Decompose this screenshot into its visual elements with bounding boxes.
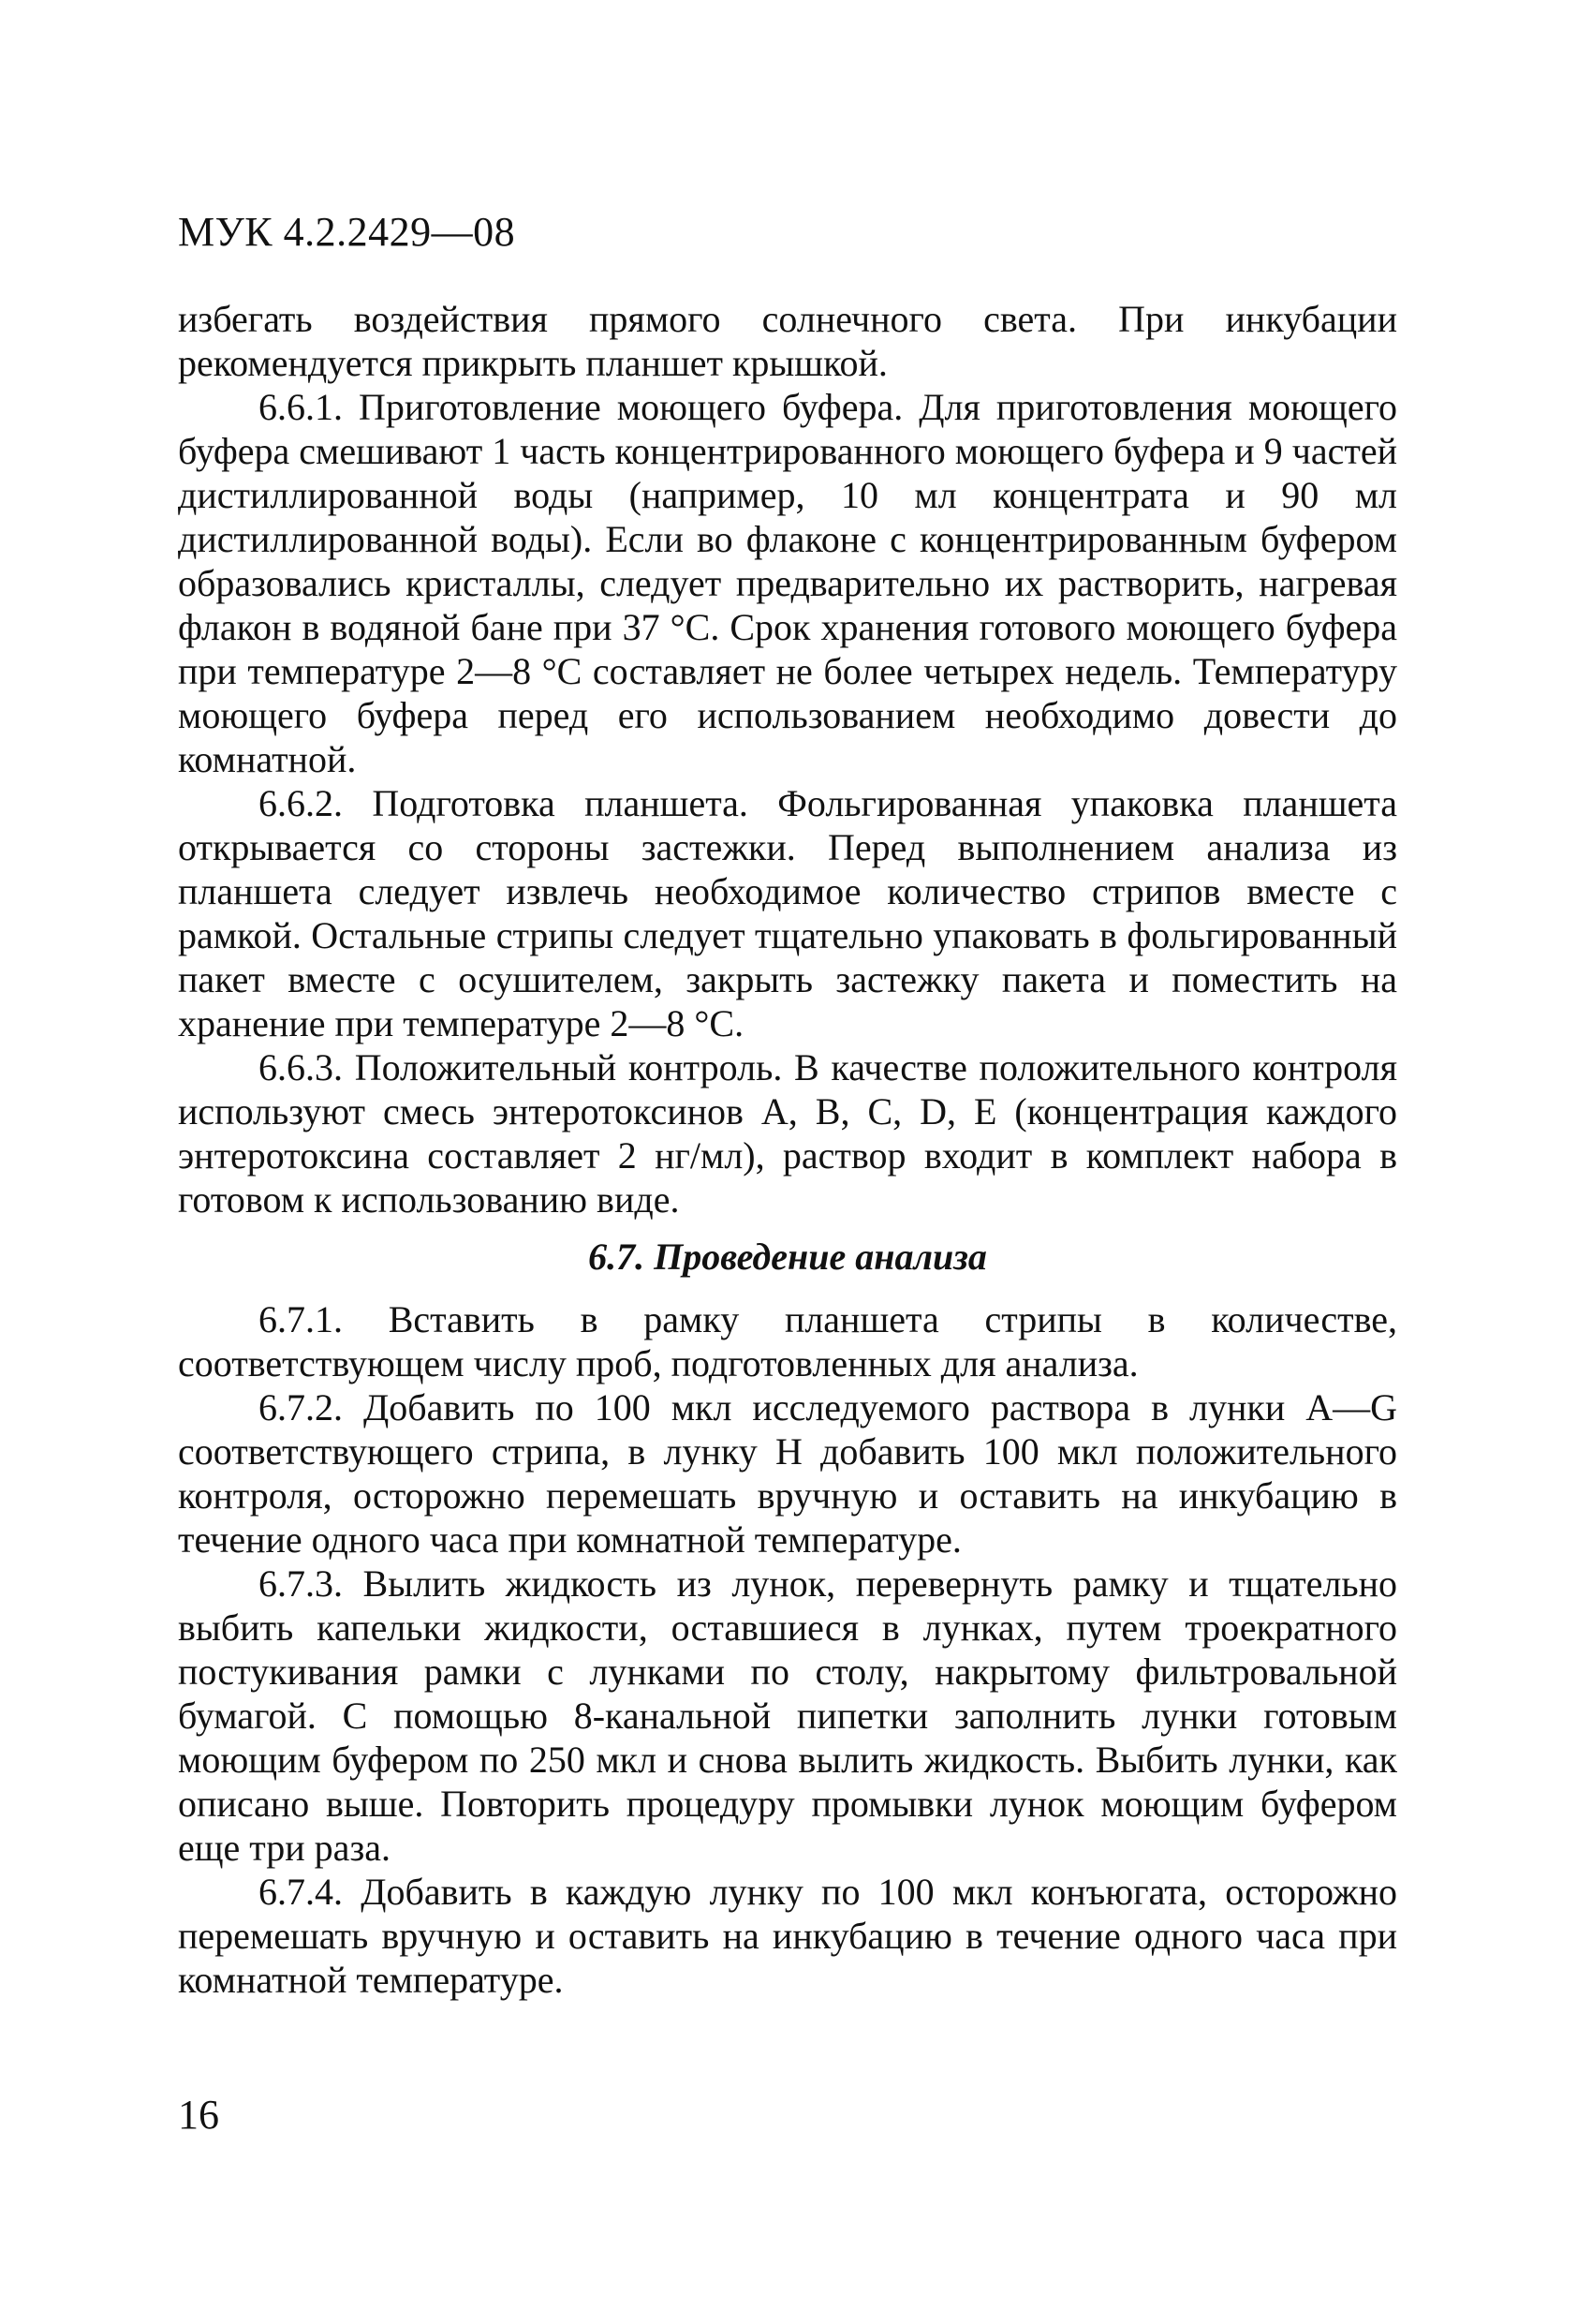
- paragraph-6-6-2: 6.6.2. Подготовка планшета. Фольгированная упаковка планшета открывается со стороны застежки. Перед выполнением анализа из планшета следует извлечь необходимое количество стрипов вместе с рамкой. Остальные стрипы следует тщательно упаковать в фольгированный пакет вместе с осушителем, закрыть застежку пакета и поместить на хранение при температуре 2—8 °С.: [178, 782, 1397, 1044]
- paragraph-6-6-3: 6.6.3. Положительный контроль. В качестве положительного контроля используют смесь энтеротоксинов А, В, С, D, E (концентрация каждого энтеротоксина составляет 2 нг/мл), раствор входит в комплект набора в готовом к использованию виде.: [178, 1046, 1397, 1221]
- paragraph-6-6-1: 6.6.1. Приготовление моющего буфера. Для приготовления моющего буфера смешивают 1 часть концентрированного моющего буфера и 9 частей дистиллированной воды (например, 10 мл концентрата и 90 мл дистиллированной воды). Если во флаконе с концентрированным буфером образовались кристаллы, следует предварительно их растворить, нагревая флакон в водяной бане при 37 °С. Срок хранения готового моющего буфера при температуре 2—8 °С составляет не более четырех недель. Температуру моющего буфера перед его использованием необходимо довести до комнатной.: [178, 386, 1397, 780]
- paragraph-6-7-1: 6.7.1. Вставить в рамку планшета стрипы в количестве, соответствующем числу проб, подготовленных для анализа.: [178, 1298, 1397, 1384]
- document-body: [178, 297, 1397, 2002]
- paragraph-continuation: избегать воздействия прямого солнечного света. При инкубации рекомендуется прикрыть планшет крышкой.: [178, 298, 1397, 384]
- section-heading-6-7: 6.7. Проведение анализа: [588, 1236, 987, 1278]
- paragraph-6-7-2: 6.7.2. Добавить по 100 мкл исследуемого раствора в лунки А—G соответствующего стрипа, в лунку Н добавить 100 мкл положительного контроля, осторожно перемешать вручную и оставить на инкубацию в течение одного часа при комнатной температуре.: [178, 1386, 1397, 1561]
- paragraph-6-7-4: 6.7.4. Добавить в каждую лунку по 100 мкл конъюгата, осторожно перемешать вручную и оставить на инкубацию в течение одного часа при комнатной температуре.: [178, 1871, 1397, 2001]
- page-number: 16: [178, 2092, 219, 2138]
- document-code-header: МУК 4.2.2429—08: [178, 209, 516, 255]
- paragraph-6-7-3: 6.7.3. Вылить жидкость из лунок, перевернуть рамку и тщательно выбить капельки жидкости, оставшиеся в лунках, путем троекратного постукивания рамки с лунками по столу, накрытому фильтровальной бумагой. С помощью 8-канальной пипетки заполнить лунки готовым моющим буфером по 250 мкл и снова вылить жидкость. Выбить лунки, как описано выше. Повторить процедуру промывки лунок моющим буфером еще три раза.: [178, 1562, 1397, 1869]
